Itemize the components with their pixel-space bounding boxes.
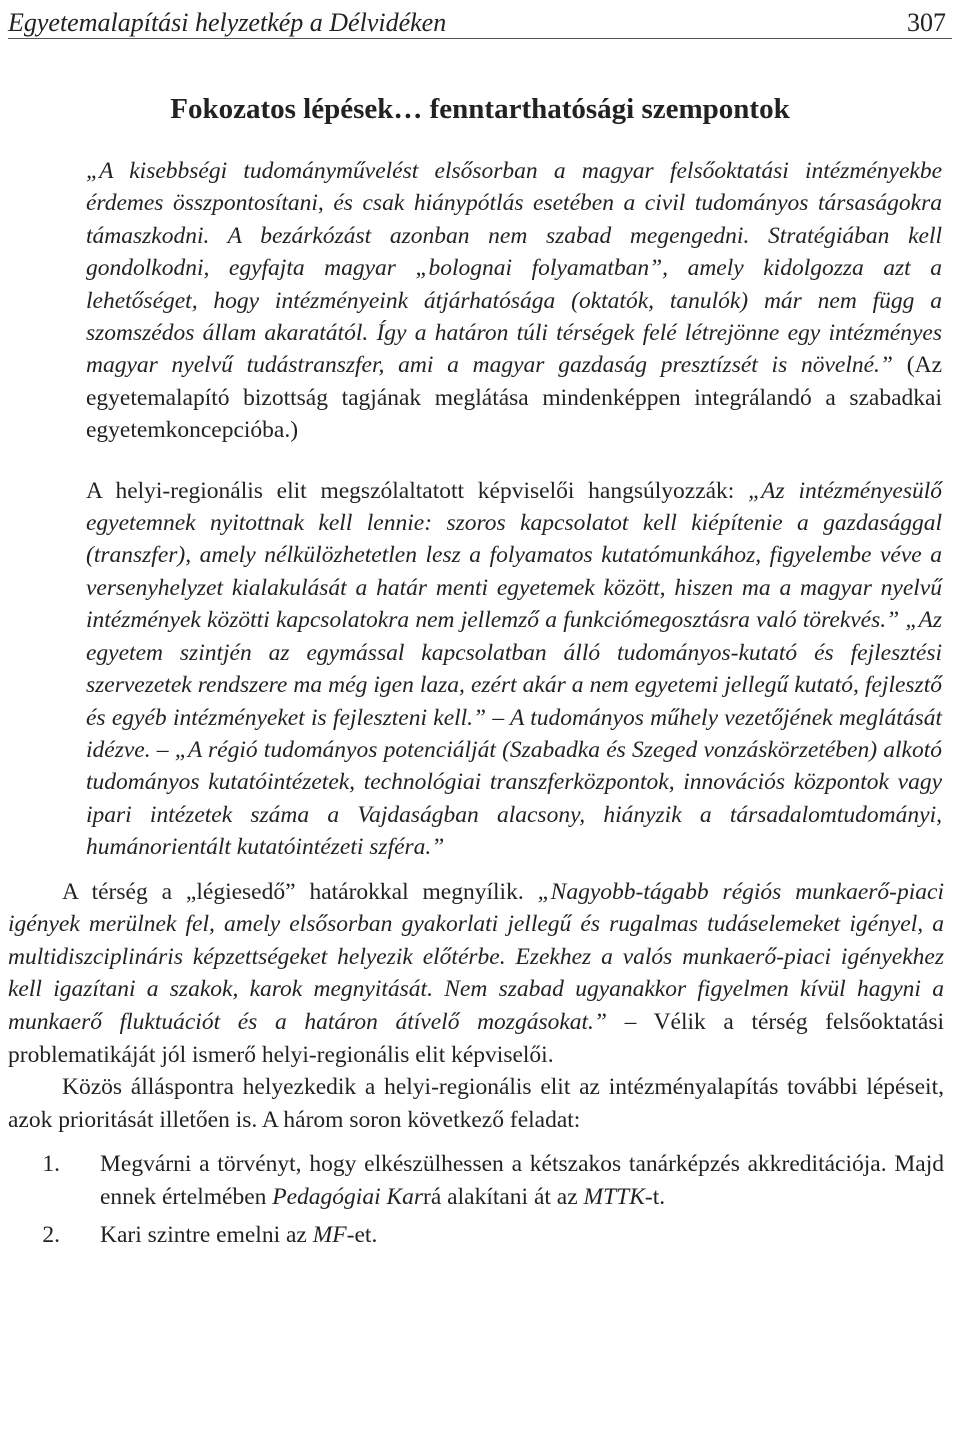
list-item-text-part: Megvárni a törvényt, hogy elkészülhessen a kétszakos tanárképzés akkreditációja. Majd ennek értelmében	[100, 1151, 944, 1210]
list-item-number: 2.	[42, 1222, 60, 1249]
list-item-italic: MF	[312, 1222, 347, 1249]
section-heading: Fokozatos lépések… fenntarthatósági szempontok	[170, 93, 790, 125]
list-item-text-part: Kari szintre emelni az	[100, 1222, 313, 1249]
paragraph-2: Közös álláspontra helyezkedik a helyi-regionális elit az intézményalapítás további lépéseit, azok prioritását illetően is. A három soron következő feladat:	[8, 1074, 944, 1133]
quote-block-2	[86, 475, 942, 864]
page-number: 307	[907, 8, 946, 37]
task-list	[8, 1148, 944, 1252]
quote-block-1	[86, 155, 942, 447]
quote-1-italic: „A kisebbségi tudományművelést elsősorban a magyar felsőoktatási intézményekbe érdemes összpontosítani, és csak hiánypótlás esetében a civil tudományos társaságokra támaszkodni. A bezárkózást azonban nem szabad megengedni. Stratégiában kell gondolkodni, egyfajta magyar „bolognai folyamatban”, amely kidolgozza azt a lehetőséget, hogy intézményeink átjárhatósága (oktatók, tanulók) már nem függ a szomszédos állam akaratától. Így a határon túli térségek felé létrejönne egy intézményes magyar nyelvű tudástranszfer, ami a magyar gazdaság presztízsét is növelné.”	[86, 158, 942, 379]
list-item-text	[100, 1219, 944, 1252]
paragraph-1-lead: A térség a „légiesedő” határokkal megnyílik.	[62, 878, 538, 905]
quote-2-intro: A helyi-regionális elit megszólaltatott képviselői hangsúlyozzák:	[86, 477, 735, 504]
list-item	[8, 1148, 944, 1213]
paragraph-1-tail: – Vélik a térség felsőoktatási problematikáját jól ismerő helyi-regionális elit képviselői.	[8, 1008, 944, 1068]
running-header	[8, 0, 952, 39]
quote-2-italic: „Az intézményesülő egyetemnek nyitottnak kell lennie: szoros kapcsolatot kell kiépítenie a gazdasággal (transzfer), amely nélkülözhetetlen lesz a folyamatos kutatómunkához, figyelembe véve a versenyhelyzet kialakulását a határ menti egyetemek között, hiszen ma a magyar nyelvű intézmények közötti kapcsolatokra nem jellemző a funkciómegosztásra való törekvés.” „Az egyetem szintjén az egymással kapcsolatban álló tudományos-kutató és fejlesztési szervezetek rendszere ma még igen laza, ezért akár a nem egyetemi jellegű kutató, fejlesztő és egyéb intézményeket is fejleszteni kell.” – A tudományos műhely vezetőjének meglátását idézve. – „A régió tudományos potenciálját (Szabadka és Szeged vonzáskörzetében) alkotó tudományos kutatóintézetek, technológiai transzferközpontok, innovációs központok vagy ipari intézetek száma a Vajdaságban alacsony, hiányzik a társadalomtudományi, humánorientált kutatóintézeti szféra.”	[86, 477, 943, 861]
running-title: Egyetemalapítási helyzetkép a Délvidéken	[8, 8, 447, 37]
quote-1-comment: (Az egyetemalapító bizottság tagjának meglátása mindenképpen integrálandó a szabadkai egyetemkoncepcióba.)	[86, 352, 942, 444]
list-item-text-part: -t.	[644, 1183, 666, 1210]
list-item	[8, 1219, 944, 1252]
paragraph-1	[8, 876, 944, 1072]
list-item-text-part: -et.	[346, 1222, 378, 1249]
list-item-text-part: rá alakítani át az	[423, 1183, 584, 1210]
paragraph-1-quote: „Nagyobb-tágabb régiós munkaerő-piaci igények merülnek fel, amely elsősorban gyakorlati jellegű és rugalmas tudáselemeket igényel, a multidiszciplináris képzettségeket helyezik előtérbe. Ezekhez a valós munkaerő-piaci igényekhez kell igazítani a szakok, karok megnyitását. Nem szabad ugyanakkor figyelmen kívül hagyni a munkaerő fluktuációt és a határon átívelő mozgásokat.”	[8, 878, 944, 1035]
list-item-number: 1.	[42, 1151, 60, 1178]
list-item-italic: MTTK	[583, 1183, 645, 1210]
list-item-text	[100, 1148, 944, 1213]
list-item-italic: Pedagógiai Kar	[272, 1183, 424, 1210]
